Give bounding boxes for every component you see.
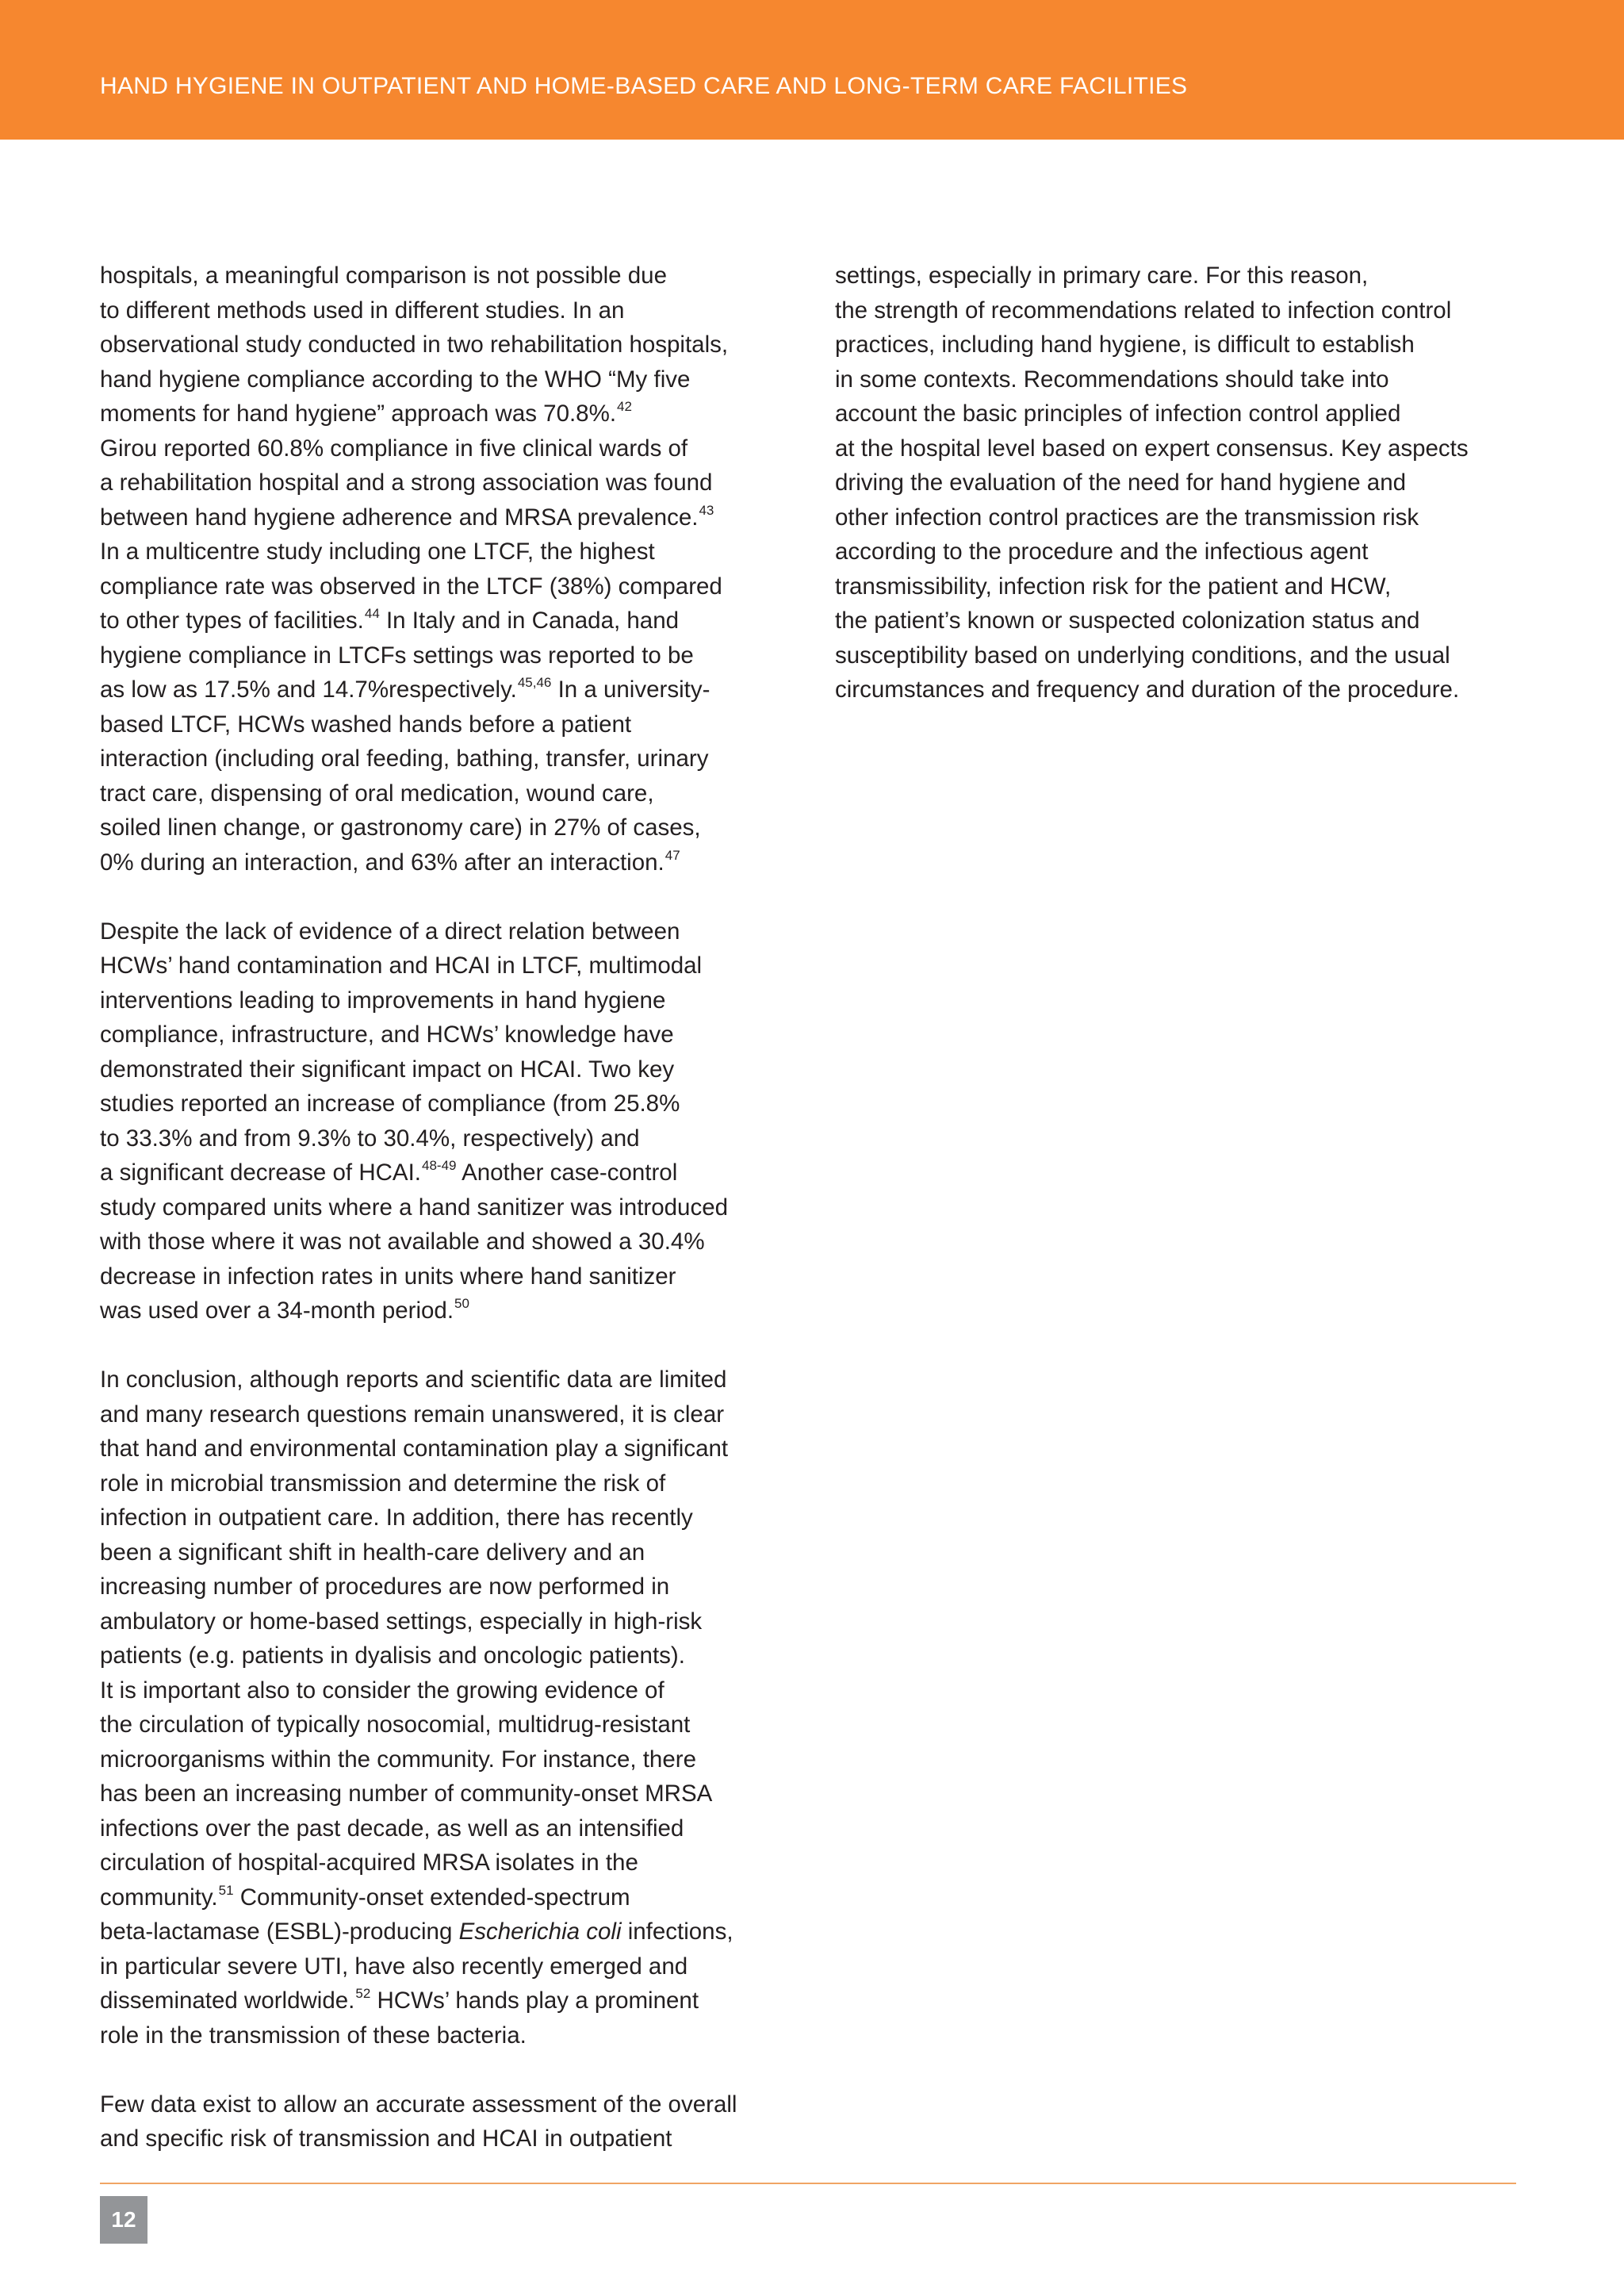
text-line: based LTCF, HCWs washed hands before a patient	[100, 711, 632, 738]
text-fragment: 0% during an interaction, and 63% after an interaction.	[100, 849, 665, 876]
text-fragment: Another case-control	[456, 1159, 678, 1186]
text-line: observational study conducted in two rehabilitation hospitals,	[100, 332, 729, 358]
text-line: role in microbial transmission and determine the risk of	[100, 1470, 666, 1497]
reference-superscript: 44	[364, 606, 380, 621]
text-line: In a multicentre study including one LTCF, the highest	[100, 539, 655, 565]
right-column	[835, 259, 1533, 707]
text-line: settings, especially in primary care. For this reason,	[835, 263, 1369, 289]
text-line: patients (e.g. patients in dyalisis and oncologic patients).	[100, 1642, 685, 1669]
text-line: infections over the past decade, as well as an intensified	[100, 1815, 684, 1842]
text-line: increasing number of procedures are now performed in	[100, 1573, 670, 1600]
reference-superscript: 42	[617, 399, 632, 414]
text-fragment: as low as 17.5% and 14.7%respectively.	[100, 677, 517, 703]
text-fragment: In a university-	[551, 677, 710, 703]
text-line: susceptibility based on underlying conditions, and the usual	[835, 642, 1450, 669]
text-line: tract care, dispensing of oral medication, wound care,	[100, 780, 654, 807]
text-fragment: HCWs’ hands play a prominent	[370, 1987, 699, 2014]
text-line: soiled linen change, or gastronomy care) in 27% of cases,	[100, 815, 701, 841]
text-line	[100, 1294, 798, 1328]
text-fragment: infections,	[621, 1918, 733, 1945]
text-fragment: beta-lactamase (ESBL)-producing	[100, 1918, 459, 1945]
text-fragment: a significant decrease of HCAI.	[100, 1159, 422, 1186]
text-fragment: was used over a 34-month period.	[100, 1297, 454, 1324]
text-line: the patient’s known or suspected colonization status and	[835, 608, 1420, 634]
reference-superscript: 45,46	[517, 675, 552, 690]
text-line: ambulatory or home-based settings, especially in high-risk	[100, 1608, 703, 1635]
text-line	[100, 673, 798, 707]
text-line: compliance rate was observed in the LTCF (38%) compared	[100, 573, 722, 600]
text-fragment: In Italy and in Canada, hand	[379, 608, 680, 634]
text-line: has been an increasing number of community-onset MRSA	[100, 1780, 713, 1807]
text-line	[100, 604, 798, 638]
text-line: at the hospital level based on expert consensus. Key aspects	[835, 435, 1469, 462]
text-line	[100, 1984, 798, 2018]
paragraph-1	[100, 259, 798, 880]
text-line: with those where it was not available and showed a 30.4%	[100, 1228, 705, 1255]
text-line: hospitals, a meaningful comparison is not possible due	[100, 263, 667, 289]
text-line: the circulation of typically nosocomial, multidrug-resistant	[100, 1711, 691, 1738]
text-line	[100, 1880, 798, 1915]
text-line: hand hygiene compliance according to the WHO “My five	[100, 366, 691, 393]
text-line: compliance, infrastructure, and HCWs’ knowledge have	[100, 1022, 674, 1048]
text-line	[100, 500, 798, 535]
species-name: Escherichia coli	[458, 1918, 622, 1945]
text-line: interaction (including oral feeding, bathing, transfer, urinary	[100, 746, 709, 772]
text-line: circulation of hospital-acquired MRSA isolates in the	[100, 1849, 638, 1876]
reference-superscript: 48-49	[422, 1158, 457, 1173]
text-line: decrease in infection rates in units where hand sanitizer	[100, 1263, 676, 1290]
text-line: to different methods used in different studies. In an	[100, 297, 625, 324]
text-line: account the basic principles of infection control applied	[835, 401, 1401, 427]
text-line: Girou reported 60.8% compliance in five clinical wards of	[100, 435, 688, 462]
text-line: circumstances and frequency and duration of the procedure.	[835, 677, 1460, 703]
text-line: infection in outpatient care. In addition, there has recently	[100, 1504, 693, 1531]
text-line	[100, 1156, 798, 1190]
text-line: a rehabilitation hospital and a strong association was found	[100, 470, 713, 496]
text-line: in particular severe UTI, have also recently emerged and	[100, 1953, 688, 1980]
paragraph-5	[835, 259, 1533, 707]
paragraph-gap	[100, 2053, 798, 2087]
paragraph-3	[100, 1363, 798, 2053]
text-line: that hand and environmental contamination play a significant	[100, 1435, 729, 1462]
reference-superscript: 51	[218, 1882, 234, 1898]
text-fragment: between hand hygiene adherence and MRSA prevalence.	[100, 504, 699, 531]
text-line: interventions leading to improvements in hand hygiene	[100, 987, 666, 1014]
text-line: microorganisms within the community. For instance, there	[100, 1746, 696, 1773]
paragraph-2	[100, 914, 798, 1328]
reference-superscript: 43	[699, 502, 714, 518]
text-line	[100, 845, 798, 880]
text-line: Despite the lack of evidence of a direct relation between	[100, 918, 680, 945]
text-line: in some contexts. Recommendations should take into	[835, 366, 1389, 393]
text-line: been a significant shift in health-care delivery and an	[100, 1539, 645, 1566]
text-fragment: community.	[100, 1884, 218, 1911]
text-fragment: disseminated worldwide.	[100, 1987, 355, 2014]
text-line: to 33.3% and from 9.3% to 30.4%, respectively) and	[100, 1125, 640, 1152]
text-fragment: Community-onset extended-spectrum	[233, 1884, 630, 1911]
text-fragment: moments for hand hygiene” approach was 70.8%.	[100, 401, 617, 427]
text-line: transmissibility, infection risk for the patient and HCW,	[835, 573, 1392, 600]
text-line: the strength of recommendations related to infection control	[835, 297, 1452, 324]
page-number: 12	[100, 2196, 147, 2244]
reference-superscript: 52	[355, 1986, 371, 2001]
reference-superscript: 50	[454, 1296, 469, 1311]
text-line: hygiene compliance in LTCFs settings was reported to be	[100, 642, 694, 669]
text-line: driving the evaluation of the need for hand hygiene and	[835, 470, 1407, 496]
text-line: Few data exist to allow an accurate assessment of the overall	[100, 2091, 737, 2118]
header-title: HAND HYGIENE IN OUTPATIENT AND HOME-BASED CARE AND LONG-TERM CARE FACILITIES	[100, 73, 1188, 99]
text-line	[100, 397, 798, 431]
text-line: other infection control practices are the transmission risk	[835, 504, 1419, 531]
text-line: according to the procedure and the infectious agent	[835, 539, 1369, 565]
text-line: demonstrated their significant impact on HCAI. Two key	[100, 1056, 675, 1083]
text-line: It is important also to consider the growing evidence of	[100, 1677, 665, 1704]
text-line	[100, 1915, 798, 1949]
text-line: and specific risk of transmission and HCAI in outpatient	[100, 2125, 672, 2152]
text-line: and many research questions remain unanswered, it is clear	[100, 1401, 725, 1428]
footer-divider	[100, 2183, 1516, 2184]
text-line: study compared units where a hand sanitizer was introduced	[100, 1194, 729, 1221]
paragraph-4	[100, 2087, 798, 2156]
text-line: HCWs’ hand contamination and HCAI in LTCF, multimodal	[100, 953, 703, 979]
paragraph-gap	[100, 880, 798, 914]
text-fragment: to other types of facilities.	[100, 608, 364, 634]
header-band	[0, 0, 1624, 140]
reference-superscript: 47	[665, 847, 680, 863]
text-line: In conclusion, although reports and scientific data are limited	[100, 1366, 727, 1393]
text-line: studies reported an increase of compliance (from 25.8%	[100, 1091, 680, 1117]
text-line: role in the transmission of these bacteria.	[100, 2022, 527, 2049]
text-line: practices, including hand hygiene, is difficult to establish	[835, 332, 1415, 358]
paragraph-gap	[100, 1328, 798, 1363]
left-column	[100, 259, 798, 2156]
